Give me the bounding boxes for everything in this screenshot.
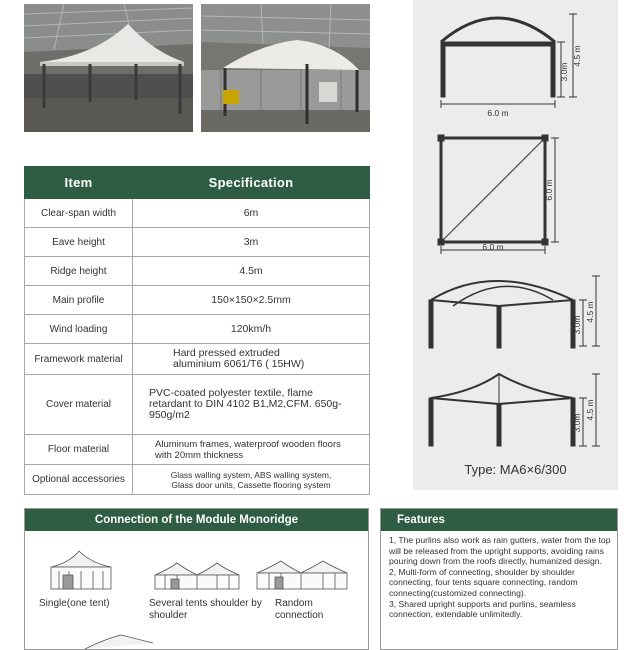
shoulder-tents-icon <box>155 563 239 589</box>
row-value: 120km/h <box>133 315 370 344</box>
dim-plan-label: 6.0 m <box>482 242 504 252</box>
row-item: Wind loading <box>25 315 133 344</box>
feature-item: 2, Multi-form of connecting, shoulder by shoulder connecting, four tents square connecting, random connecting(customized connecting). <box>389 566 578 598</box>
row-value: 6m <box>133 199 370 228</box>
table-row <box>25 286 370 315</box>
table-row <box>25 344 370 375</box>
row-item: Floor material <box>25 435 133 465</box>
connection-single-label: Single(one tent) <box>39 598 110 609</box>
header-specification: Specification <box>133 167 370 199</box>
table-row <box>25 435 370 465</box>
row-item: Framework material <box>25 344 133 375</box>
row-item: Eave height <box>25 228 133 257</box>
connection-shoulder-label: Several tents shoulder by shoulder <box>149 598 262 621</box>
perspective-peaked-drawing <box>429 374 600 446</box>
table-row <box>25 257 370 286</box>
features-title: Features <box>381 509 617 531</box>
technical-drawings-panel <box>413 0 618 490</box>
tent-photo-front <box>24 4 193 132</box>
dim-ridge-label-3: 4.5 m <box>585 399 595 421</box>
row-value: 4.5m <box>133 257 370 286</box>
connection-title: Connection of the Module Monoridge <box>25 509 368 531</box>
perspective-dome-drawing <box>429 276 600 348</box>
random-tents-icon <box>257 561 347 589</box>
header-item: Item <box>25 167 133 199</box>
table-row <box>25 375 370 435</box>
row-item: Cover material <box>25 375 133 435</box>
row-value: PVC-coated polyester textile, flame retardant to DIN 4102 B1,M2,CFM. 650g-950g/m2 <box>133 375 370 435</box>
dim-eave-label: 3.0m <box>559 62 569 82</box>
table-row <box>25 465 370 495</box>
dim-ridge-label: 4.5 m <box>572 45 582 67</box>
single-tent-icon <box>51 551 111 589</box>
plan-view-drawing <box>438 135 559 254</box>
type-label: Type: MA6×6/300 <box>464 462 567 477</box>
front-elevation-drawing <box>441 14 577 108</box>
feature-item: 3, Shared upright supports and purlins, seamless connection, extendable unlimitedly. <box>389 598 576 620</box>
dim-eave-label-2: 3.0m <box>572 315 582 335</box>
table-row <box>25 199 370 228</box>
feature-item: 1, The purlins also work as rain gutters, water from the top will be released from the upright supports, avoiding rains pouring down from the roofs directly, humanized design. <box>389 535 611 567</box>
row-item: Clear-span width <box>25 199 133 228</box>
row-item: Ridge height <box>25 257 133 286</box>
spec-table <box>24 166 370 495</box>
dim-width-label: 6.0 m <box>487 108 509 118</box>
dim-plan-side-label: 6.0 m <box>544 179 554 201</box>
connection-box <box>24 508 369 650</box>
row-value: 150×150×2.5mm <box>133 286 370 315</box>
connection-illustrations <box>25 531 368 649</box>
row-value: Glass walling system, ABS walling system, Glass door units, Cassette flooring system <box>133 465 370 495</box>
row-item: Optional accessories <box>25 465 133 495</box>
tent-photo-side <box>201 4 370 132</box>
row-value: Hard pressed extruded aluminium 6061/T6 ( 15HW) <box>133 344 370 375</box>
connection-random-label: Random connection <box>275 598 324 621</box>
dim-eave-label-3: 3.0m <box>572 413 582 433</box>
spec-table-header <box>25 167 370 199</box>
features-box <box>380 508 618 650</box>
features-list <box>381 531 617 620</box>
table-row <box>25 315 370 344</box>
table-row <box>25 228 370 257</box>
row-value: 3m <box>133 228 370 257</box>
row-value: Aluminum frames, waterproof wooden floors with 20mm thickness <box>133 435 370 465</box>
row-item: Main profile <box>25 286 133 315</box>
dim-ridge-label-2: 4.5 m <box>585 301 595 323</box>
